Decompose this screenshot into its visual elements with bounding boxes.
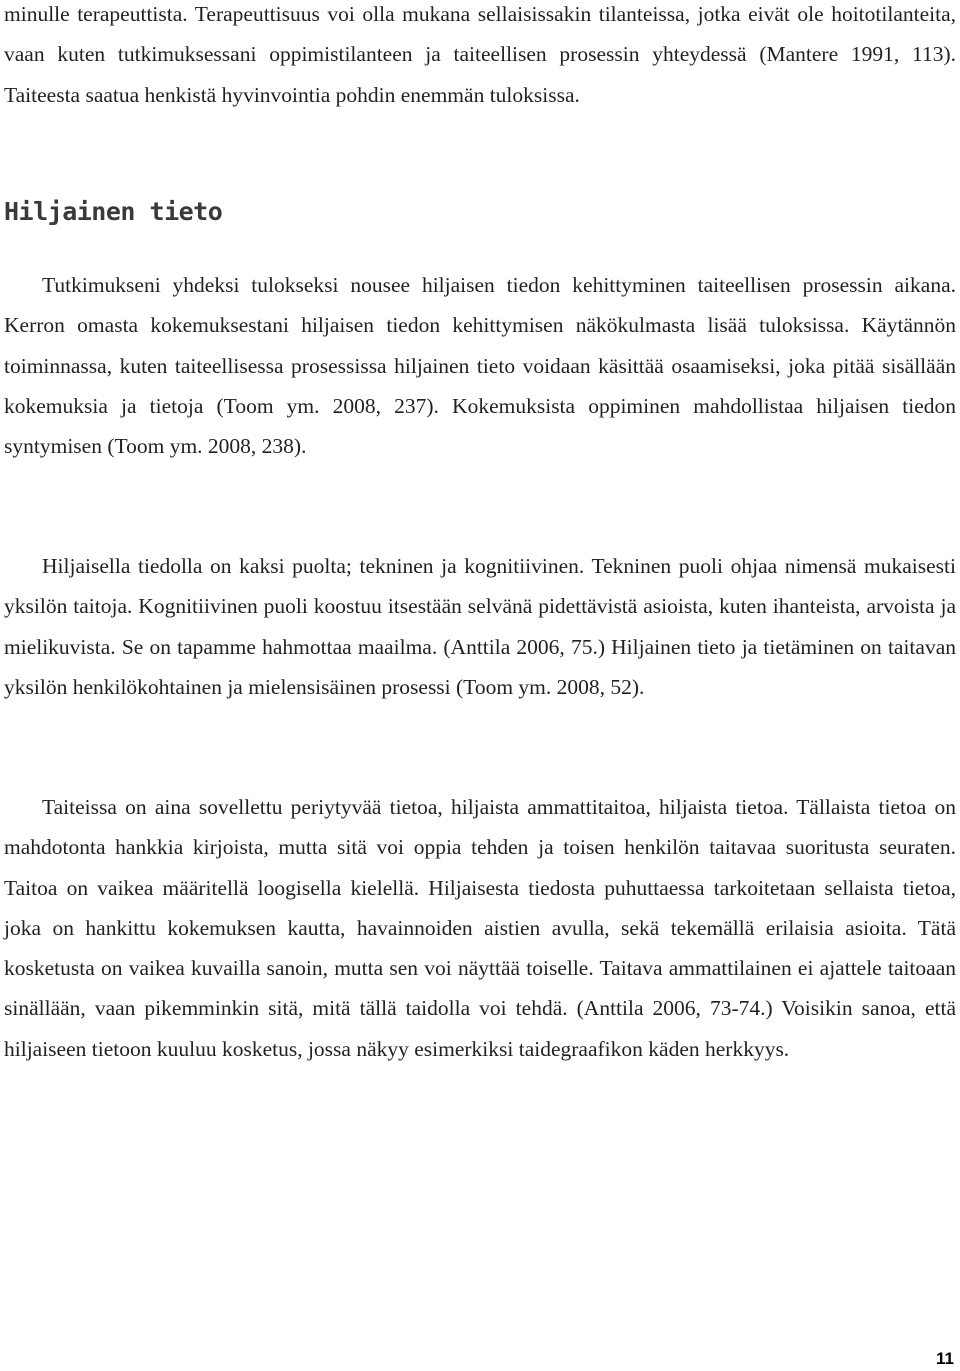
body-paragraph-1: Tutkimukseni yhdeksi tulokseksi nousee hiljaisen tiedon kehittyminen taiteellisen prosessin aikana. Kerron omasta kokemuksestani hiljaisen tiedon kehittymisen näkökulmasta lisää tuloksissa. Käytännön toiminnassa, kuten taiteellisessa prosessissa hiljainen tieto voidaan käsittää osaamiseksi, joka pitää sisällään kokemuksia ja tietoja (Toom ym. 2008, 237). Kokemuksista oppiminen mahdollistaa hiljaisen tiedon syntymisen (Toom ym. 2008, 238). — [4, 273, 956, 459]
page-number: 11 — [936, 1349, 954, 1368]
body-paragraph-3: Taiteissa on aina sovellettu periytyvää tietoa, hiljaista ammattitaitoa, hiljaista tietoa. Tällaista tietoa on mahdotonta hankkia kirjoista, mutta sitä voi oppia tehden ja toisen henkilön taitavaa suoritusta seuraten. Taitoa on vaikea määritellä loogisella kielellä. Hiljaisesta tiedosta puhuttaessa tarkoitetaan sellaista tietoa, joka on hankittu kokemuksen kautta, havainnoiden aistien avulla, sekä tekemällä erilaisia asioita. Tätä kosketusta on vaikea kuvailla sanoin, mutta sen voi näyttää toiselle. Taitava ammattilainen ei ajattele taitoaan sinällään, vaan pikemminkin sitä, mitä tällä taidolla voi tehdä. (Anttila 2006, 73-74.) Voisikin sanoa, että hiljaiseen tietoon kuuluu kosketus, jossa näkyy esimerkiksi taidegraafikon käden herkkyys. — [4, 795, 956, 1061]
intro-paragraph: minulle terapeuttista. Terapeuttisuus voi olla mukana sellaisissakin tilanteissa, jotka eivät ole hoitotilanteita, vaan kuten tutkimuksessani oppimistilanteen ja taiteellisen prosessin yhteydessä (Mantere 1991, 113). Taiteesta saatua henkistä hyvinvointia pohdin enemmän tuloksissa. — [4, 2, 956, 107]
body-paragraph-2: Hiljaisella tiedolla on kaksi puolta; tekninen ja kognitiivinen. Tekninen puoli ohjaa nimensä mukaisesti yksilön taitoja. Kognitiivinen puoli koostuu itsestään selvänä pidettävistä asioista, kuten ihanteista, arvoista ja mielikuvista. Se on tapamme hahmottaa maailma. (Anttila 2006, 75.) Hiljainen tieto ja tietäminen on taitavan yksilön henkilökohtainen ja mielensisäinen prosessi (Toom ym. 2008, 52). — [4, 554, 956, 699]
section-heading: Hiljainen tieto — [4, 197, 223, 226]
